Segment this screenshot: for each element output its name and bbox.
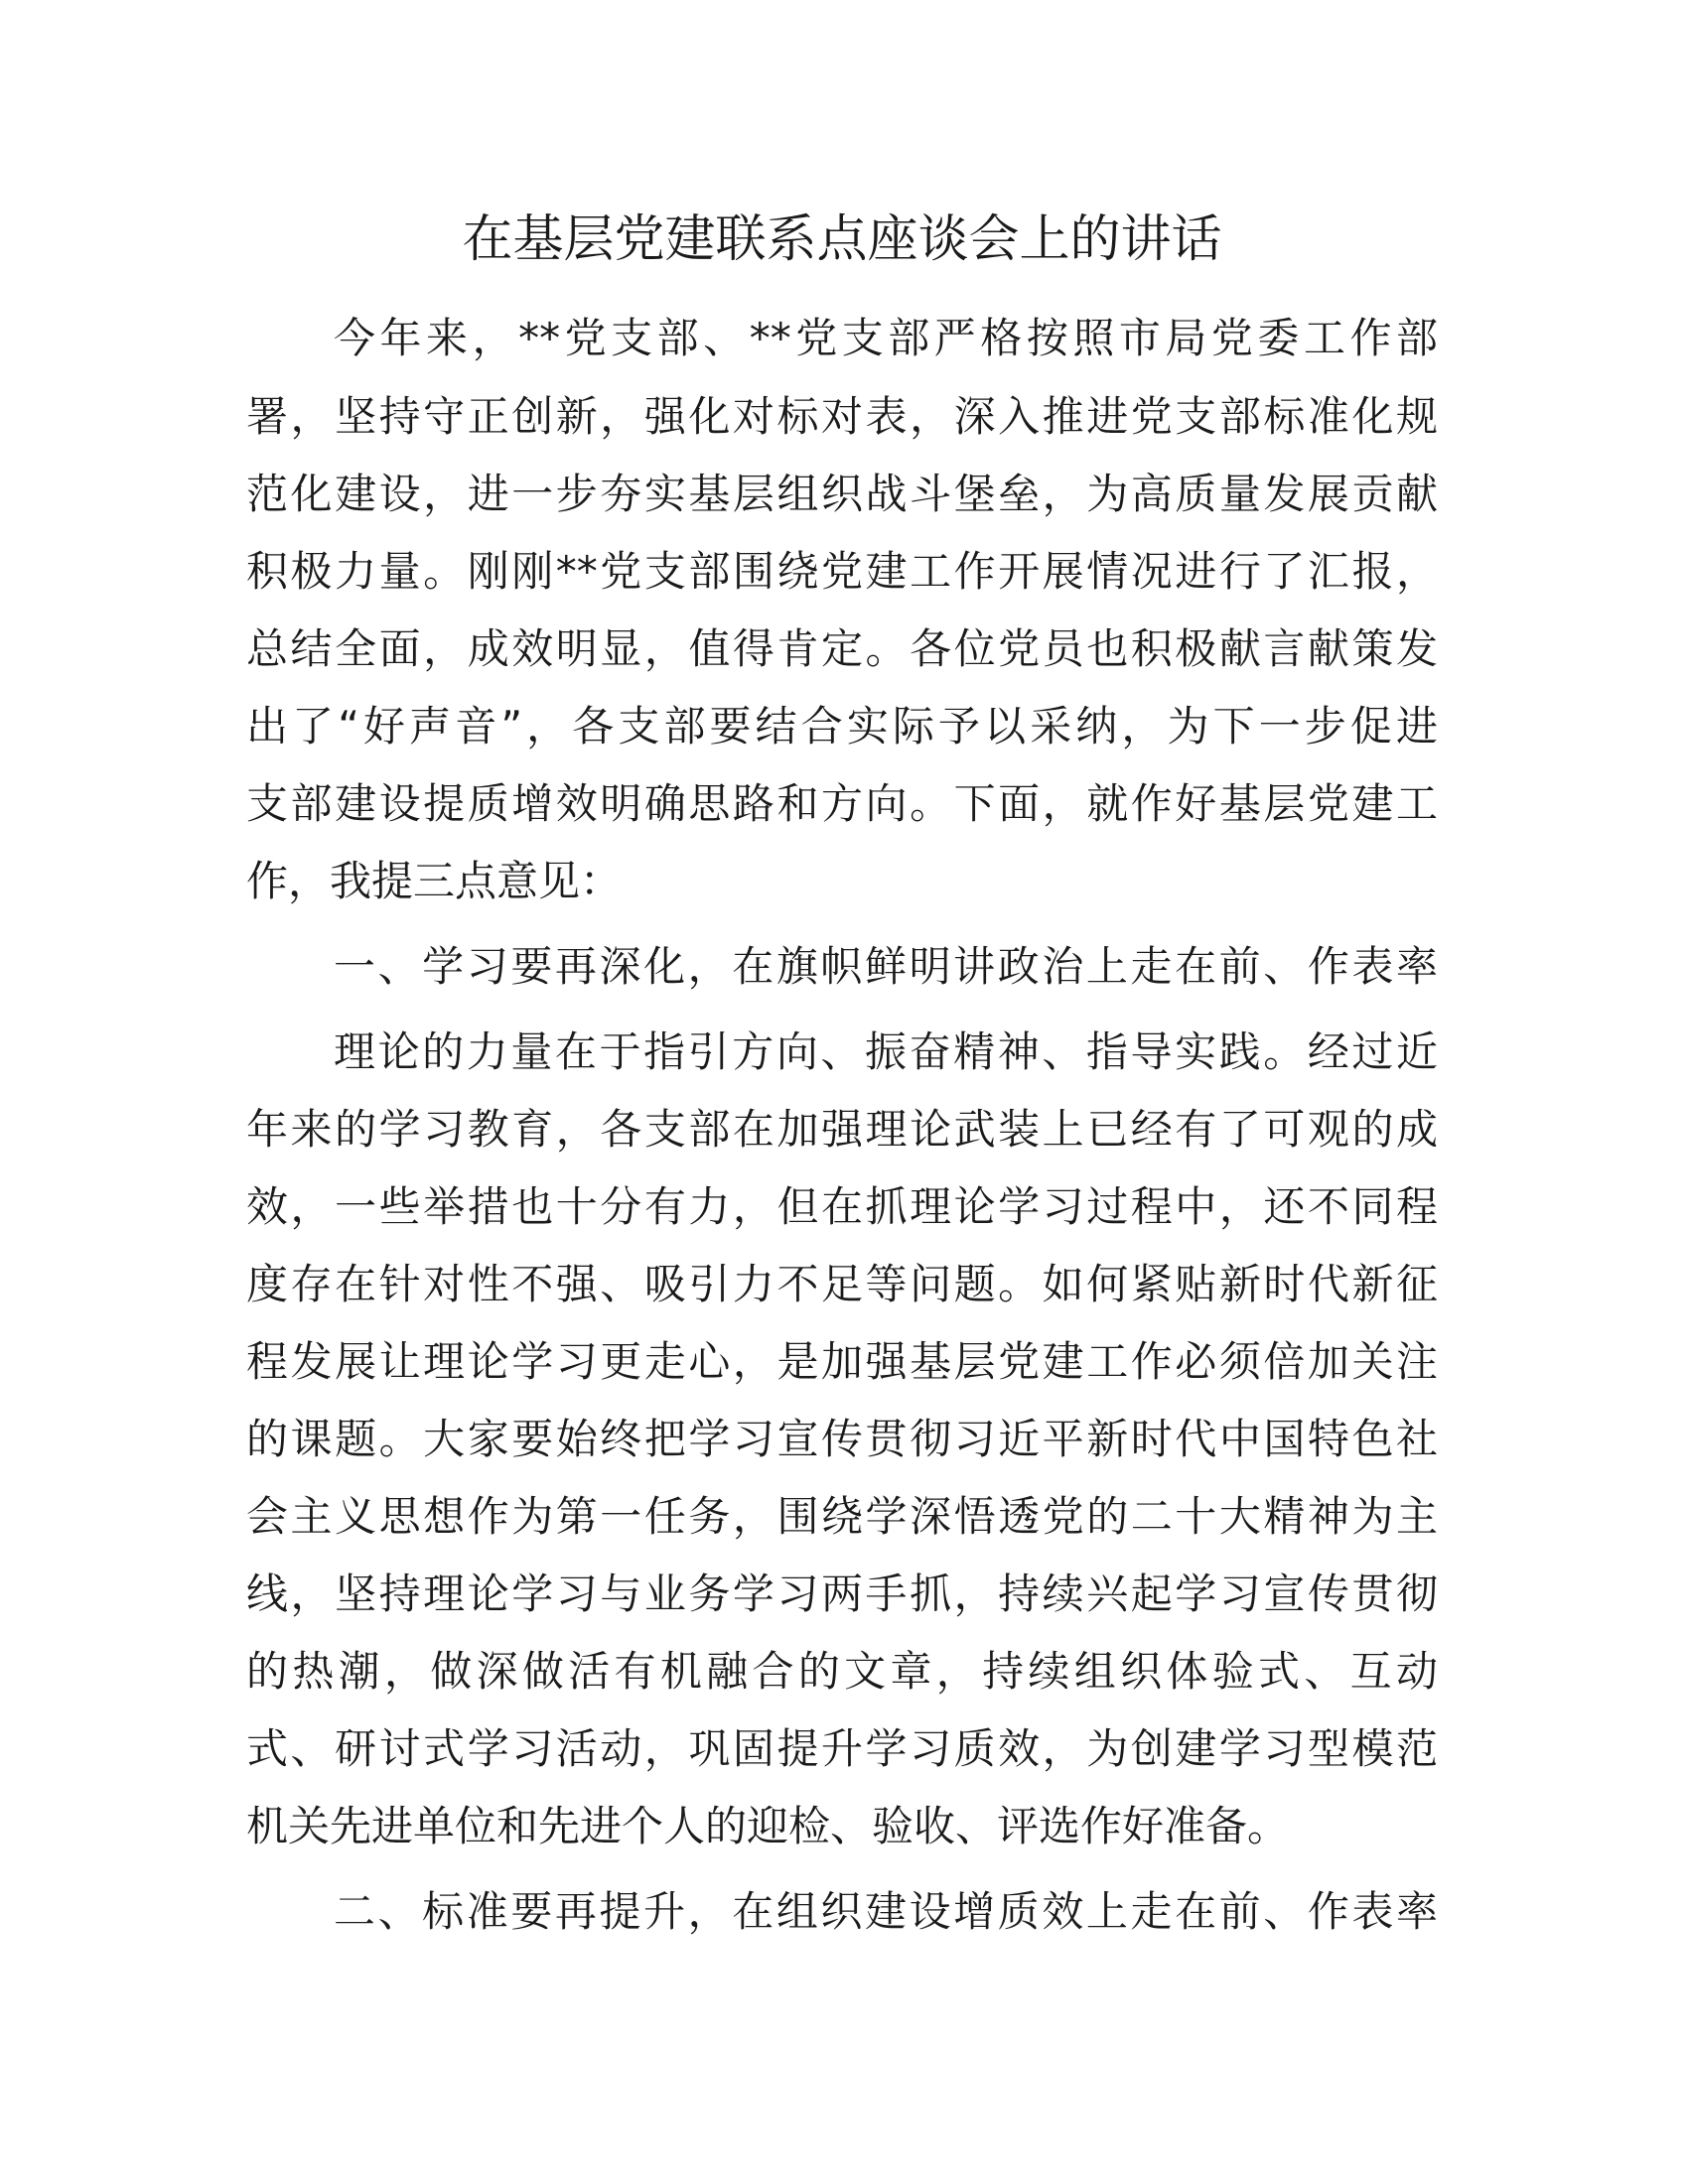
paragraph-line: 出了“好声音”，各支部要结合实际予以采纳，为下一步促进 [246,702,1438,751]
paragraph-line: 程发展让理论学习更走心，是加强基层党建工作必须倍加关注 [246,1337,1438,1386]
page-title: 在基层党建联系点座谈会上的讲话 [462,210,1222,269]
section-heading-2: 二、标准要再提升，在组织建设增质效上走在前、作表率 [334,1887,1438,1936]
paragraph-line: 年来的学习教育，各支部在加强理论武装上已经有了可观的成 [246,1105,1438,1154]
paragraph-line: 支部建设提质增效明确思路和方向。下面，就作好基层党建工 [246,779,1438,828]
paragraph-line: 会主义思想作为第一任务，围绕学深悟透党的二十大精神为主 [246,1492,1438,1541]
paragraph-line: 线，坚持理论学习与业务学习两手抓，持续兴起学习宣传贯彻 [246,1570,1438,1618]
paragraph-line: 今年来，**党支部、**党支部严格按照市局党委工作部 [334,314,1438,362]
paragraph-line: 范化建设，进一步夯实基层组织战斗堡垒，为高质量发展贡献 [246,470,1438,518]
paragraph-line: 式、研讨式学习活动，巩固提升学习质效，为创建学习型模范 [246,1724,1438,1773]
paragraph-line: 署，坚持守正创新，强化对标对表，深入推进党支部标准化规 [246,392,1438,441]
paragraph-line: 的课题。大家要始终把学习宣传贯彻习近平新时代中国特色社 [246,1415,1438,1463]
paragraph-line: 作，我提三点意见： [246,857,623,905]
paragraph-line: 机关先进单位和先进个人的迎检、验收、评选作好准备。 [246,1802,1290,1850]
paragraph-line: 总结全面，成效明显，值得肯定。各位党员也积极献言献策发 [246,624,1438,673]
paragraph-line: 理论的力量在于指引方向、振奋精神、指导实践。经过近 [334,1027,1438,1076]
section-heading-1: 一、学习要再深化，在旗帜鲜明讲政治上走在前、作表率 [334,942,1438,991]
paragraph-line: 积极力量。刚刚**党支部围绕党建工作开展情况进行了汇报， [246,547,1438,596]
paragraph-line: 的热潮，做深做活有机融合的文章，持续组织体验式、互动 [246,1647,1438,1696]
paragraph-line: 度存在针对性不强、吸引力不足等问题。如何紧贴新时代新征 [246,1260,1438,1308]
paragraph-line: 效，一些举措也十分有力，但在抓理论学习过程中，还不同程 [246,1182,1438,1231]
